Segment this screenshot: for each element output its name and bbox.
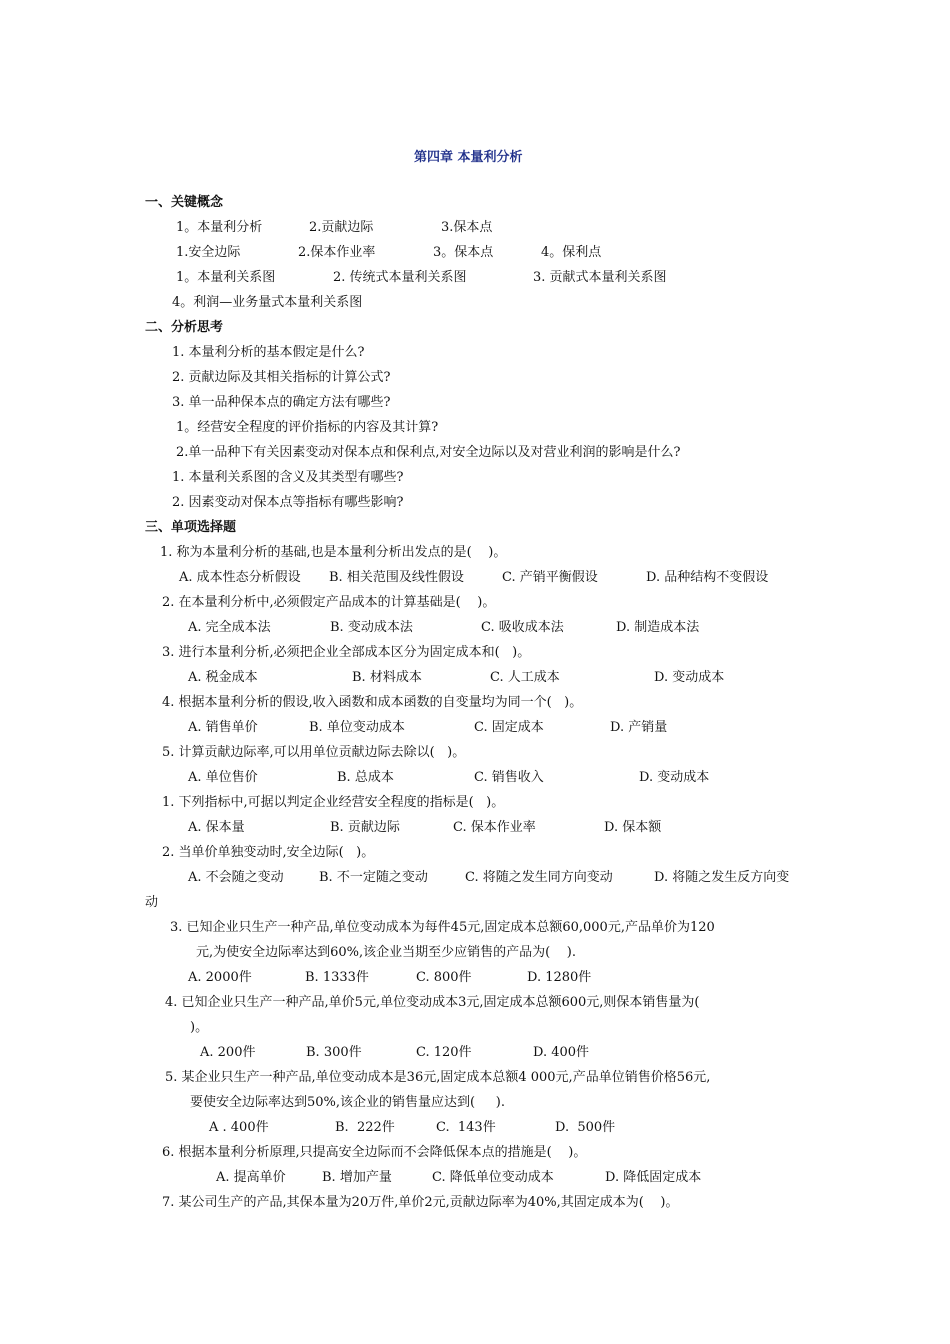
analysis-question: 1。经营安全程度的评价指标的内容及其计算? bbox=[176, 420, 439, 435]
concept-item: 3。保本点 bbox=[433, 245, 494, 260]
answer-option: A. 提高单价 bbox=[216, 1170, 286, 1185]
answer-option: A. 成本性态分析假设 bbox=[179, 570, 301, 585]
question-stem: 3. 已知企业只生产一种产品,单位变动成本为每件45元,固定成本总额60,000元,产品单价为120 bbox=[170, 920, 715, 935]
question-stem: 3. 进行本量利分析,必须把企业全部成本区分为固定成本和( )。 bbox=[162, 645, 531, 660]
answer-option: C. 降低单位变动成本 bbox=[432, 1170, 554, 1185]
answer-option: B. 材料成本 bbox=[352, 670, 422, 685]
answer-option: A. 2000件 bbox=[188, 970, 252, 985]
answer-option: B. 1333件 bbox=[305, 970, 369, 985]
concept-item: 2. 传统式本量利关系图 bbox=[333, 270, 467, 285]
question-stem: 1. 下列指标中,可据以判定企业经营安全程度的指标是( )。 bbox=[162, 795, 505, 810]
question-stem: 2. 当单价单独变动时,安全边际( )。 bbox=[162, 845, 375, 860]
answer-option: B. 222件 bbox=[335, 1120, 395, 1135]
answer-option: D. 品种结构不变假设 bbox=[646, 570, 769, 585]
analysis-question: 1. 本量利关系图的含义及其类型有哪些? bbox=[172, 470, 404, 485]
answer-option-wrap: 动 bbox=[145, 895, 159, 910]
question-stem-continued: )。 bbox=[190, 1020, 209, 1035]
answer-option: A. 200件 bbox=[200, 1045, 256, 1060]
answer-option: B. 总成本 bbox=[337, 770, 394, 785]
answer-option: A . 400件 bbox=[209, 1120, 269, 1135]
question-stem: 1. 称为本量利分析的基础,也是本量利分析出发点的是( )。 bbox=[160, 545, 507, 560]
answer-option: D. 将随之发生反方向变 bbox=[654, 870, 790, 885]
answer-option: D. 降低固定成本 bbox=[605, 1170, 702, 1185]
answer-option: B. 贡献边际 bbox=[330, 820, 400, 835]
question-stem: 7. 某公司生产的产品,其保本量为20万件,单价2元,贡献边际率为40%,其固定成本为( )。 bbox=[162, 1195, 679, 1210]
analysis-question: 2.单一品种下有关因素变动对保本点和保利点,对安全边际以及对营业利润的影响是什么? bbox=[176, 445, 681, 460]
answer-option: D. 1280件 bbox=[527, 970, 592, 985]
answer-option: D. 500件 bbox=[555, 1120, 616, 1135]
section-heading-key-concepts: 一、关键概念 bbox=[145, 195, 224, 210]
answer-option: A. 不会随之变动 bbox=[188, 870, 284, 885]
answer-option: A. 完全成本法 bbox=[188, 620, 271, 635]
answer-option: D. 保本额 bbox=[604, 820, 662, 835]
concept-item: 1。本量利分析 bbox=[176, 220, 263, 235]
answer-option: D. 变动成本 bbox=[639, 770, 710, 785]
answer-option: B. 相关范围及线性假设 bbox=[329, 570, 464, 585]
answer-option: A. 单位售价 bbox=[188, 770, 258, 785]
analysis-question: 2. 贡献边际及其相关指标的计算公式? bbox=[172, 370, 391, 385]
answer-option: D. 制造成本法 bbox=[616, 620, 700, 635]
section-heading-analysis: 二、分析思考 bbox=[145, 320, 224, 335]
answer-option: B. 300件 bbox=[306, 1045, 362, 1060]
analysis-question: 3. 单一品种保本点的确定方法有哪些? bbox=[172, 395, 391, 410]
question-stem-continued: 元,为使安全边际率达到60%,该企业当期至少应销售的产品为( ). bbox=[196, 945, 576, 960]
answer-option: B. 不一定随之变动 bbox=[319, 870, 428, 885]
answer-option: C. 人工成本 bbox=[490, 670, 560, 685]
question-stem: 6. 根据本量利分析原理,只提高安全边际而不会降低保本点的措施是( )。 bbox=[162, 1145, 587, 1160]
concept-item: 2.贡献边际 bbox=[309, 220, 374, 235]
page-title: 第四章 本量利分析 bbox=[414, 150, 523, 165]
question-stem: 2. 在本量利分析中,必须假定产品成本的计算基础是( )。 bbox=[162, 595, 496, 610]
question-stem: 4. 根据本量利分析的假设,收入函数和成本函数的自变量均为同一个( )。 bbox=[162, 695, 583, 710]
answer-option: C. 120件 bbox=[416, 1045, 472, 1060]
answer-option: A. 保本量 bbox=[188, 820, 245, 835]
answer-option: C. 将随之发生同方向变动 bbox=[465, 870, 613, 885]
concept-item: 4。保利点 bbox=[541, 245, 602, 260]
concept-item: 2.保本作业率 bbox=[298, 245, 376, 260]
analysis-question: 1. 本量利分析的基本假定是什么? bbox=[172, 345, 365, 360]
answer-option: C. 固定成本 bbox=[474, 720, 544, 735]
answer-option: D. 变动成本 bbox=[654, 670, 725, 685]
answer-option: B. 增加产量 bbox=[322, 1170, 392, 1185]
concept-item: 1.安全边际 bbox=[176, 245, 241, 260]
answer-option: B. 单位变动成本 bbox=[309, 720, 405, 735]
answer-option: C. 吸收成本法 bbox=[481, 620, 564, 635]
concept-item: 3. 贡献式本量利关系图 bbox=[533, 270, 667, 285]
answer-option: C. 800件 bbox=[416, 970, 472, 985]
answer-option: C. 产销平衡假设 bbox=[502, 570, 598, 585]
section-heading-single-choice: 三、单项选择题 bbox=[145, 520, 237, 535]
answer-option: D. 产销量 bbox=[610, 720, 668, 735]
answer-option: B. 变动成本法 bbox=[330, 620, 413, 635]
question-stem: 4. 已知企业只生产一种产品,单价5元,单位变动成本3元,固定成本总额600元,则保本销售量为( bbox=[165, 995, 700, 1010]
question-stem: 5. 某企业只生产一种产品,单位变动成本是36元,固定成本总额4 000元,产品单位销售价格56元, bbox=[165, 1070, 711, 1085]
answer-option: A. 税金成本 bbox=[188, 670, 258, 685]
answer-option: C. 保本作业率 bbox=[453, 820, 536, 835]
answer-option: A. 销售单价 bbox=[188, 720, 258, 735]
question-stem: 5. 计算贡献边际率,可以用单位贡献边际去除以( )。 bbox=[162, 745, 466, 760]
answer-option: C. 销售收入 bbox=[474, 770, 544, 785]
analysis-question: 2. 因素变动对保本点等指标有哪些影响? bbox=[172, 495, 404, 510]
question-stem-continued: 要使安全边际率达到50%,该企业的销售量应达到( ). bbox=[190, 1095, 505, 1110]
concept-item: 4。利润—业务量式本量利关系图 bbox=[172, 295, 363, 310]
answer-option: C. 143件 bbox=[436, 1120, 496, 1135]
concept-item: 3.保本点 bbox=[441, 220, 493, 235]
concept-item: 1。本量利关系图 bbox=[176, 270, 276, 285]
answer-option: D. 400件 bbox=[533, 1045, 590, 1060]
